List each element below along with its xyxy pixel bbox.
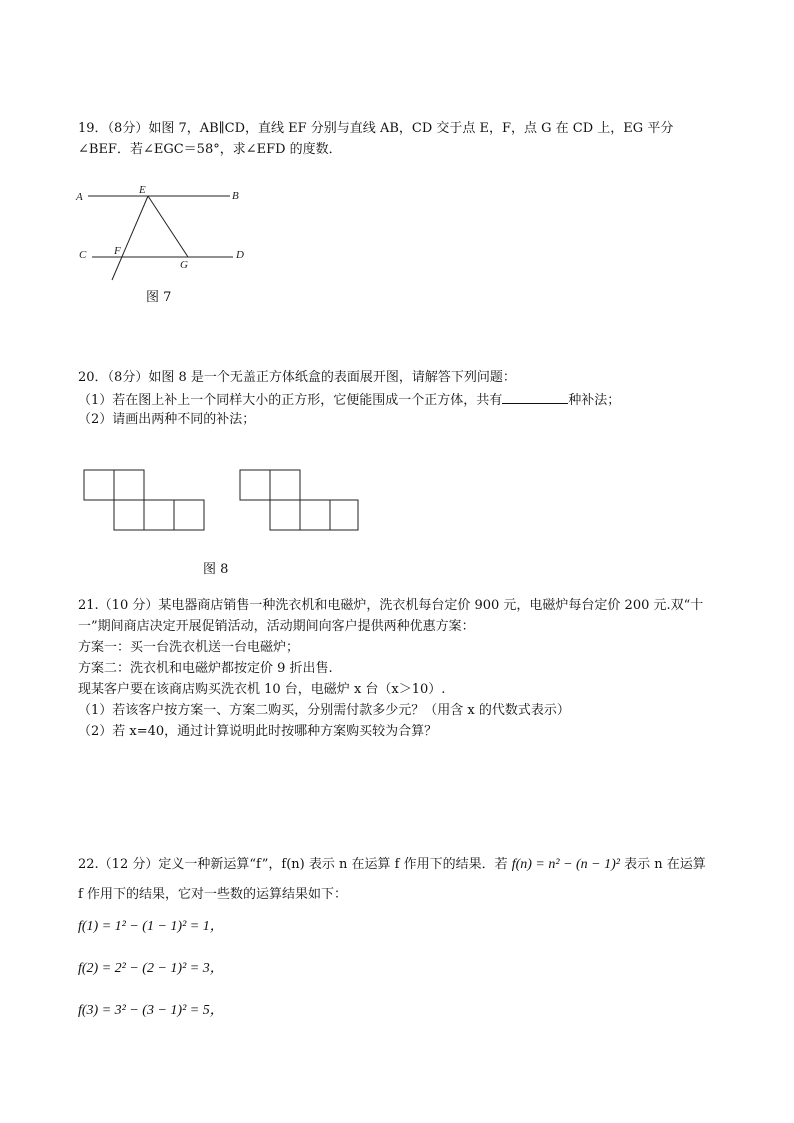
q19-line-1: 19．（8分）如图 7，AB∥CD，直线 EF 分别与直线 AB，CD 交于点 E，F，点 G 在 CD 上，EG 平分 — [78, 121, 674, 136]
q22-example-2: f(2) = 2² − (2 − 1)² = 3， — [78, 961, 224, 976]
q21-line-7: （2）若 x=40，通过计算说明此时按哪种方案购买较为合算？ — [78, 724, 438, 739]
q22-example-1: f(1) = 1² − (1 − 1)² = 1， — [78, 919, 224, 934]
q20-line-1: 20．（8分）如图 8 是一个无盖正方体纸盒的表面展开图，请解答下列问题： — [78, 370, 516, 385]
q21-line-3: 方案一：买一台洗衣机送一台电磁炉； — [78, 640, 300, 655]
point-label-g: G — [180, 259, 188, 271]
q21-line-6: （1）若该客户按方案一、方案二购买，分别需付款多少元？（用含 x 的代数式表示） — [78, 703, 570, 718]
point-label-a: A — [76, 191, 83, 203]
q22-formula: f(n) = n² − (n − 1)² — [511, 857, 620, 872]
q19-line-2: ∠BEF．若∠EGC＝58°，求∠EFD 的度数． — [78, 142, 342, 157]
q21-line-2: 一”期间商店决定开展促销活动，活动期间向客户提供两种优惠方案： — [78, 619, 475, 634]
figure-8-caption: 图 8 — [203, 562, 229, 577]
point-label-c: C — [79, 249, 87, 261]
q20-part1-suffix: 种补法； — [568, 393, 621, 408]
figure-7-caption: 图 7 — [146, 290, 172, 305]
q22-line-1 — [78, 856, 706, 874]
net-left — [84, 470, 204, 530]
q21-line-4: 方案二：洗衣机和电磁炉都按定价 9 折出售. — [78, 661, 333, 676]
point-label-e: E — [139, 184, 146, 196]
q22-line-2: f 作用下的结果，它对一些数的运算结果如下： — [78, 887, 347, 902]
point-label-d: D — [236, 249, 244, 261]
q22-line-1-text: 22.（12 分）定义一种新运算“f”，f(n) 表示 n 在运算 f 作用下的结果．若 — [78, 857, 512, 872]
q21-line-5: 现某客户要在该商店购买洗衣机 10 台，电磁炉 x 台（x＞10）. — [78, 682, 446, 697]
point-label-f: F — [114, 245, 121, 257]
q21-line-1: 21.（10 分）某电器商店销售一种洗衣机和电磁炉，洗衣机每台定价 900 元，电磁炉每台定价 200 元.双“十 — [78, 598, 704, 613]
q22-example-3: f(3) = 3² − (3 − 1)² = 5， — [78, 1003, 224, 1018]
point-label-b: B — [232, 190, 239, 202]
net-right — [240, 470, 358, 530]
q20-part1-text: （1）若在图上补上一个同样大小的正方形，它便能围成一个正方体，共有 — [78, 393, 503, 408]
q22-line-1-end: 表示 n 在运算 — [620, 857, 706, 872]
q20-line-3: （2）请画出两种不同的补法； — [78, 412, 256, 427]
